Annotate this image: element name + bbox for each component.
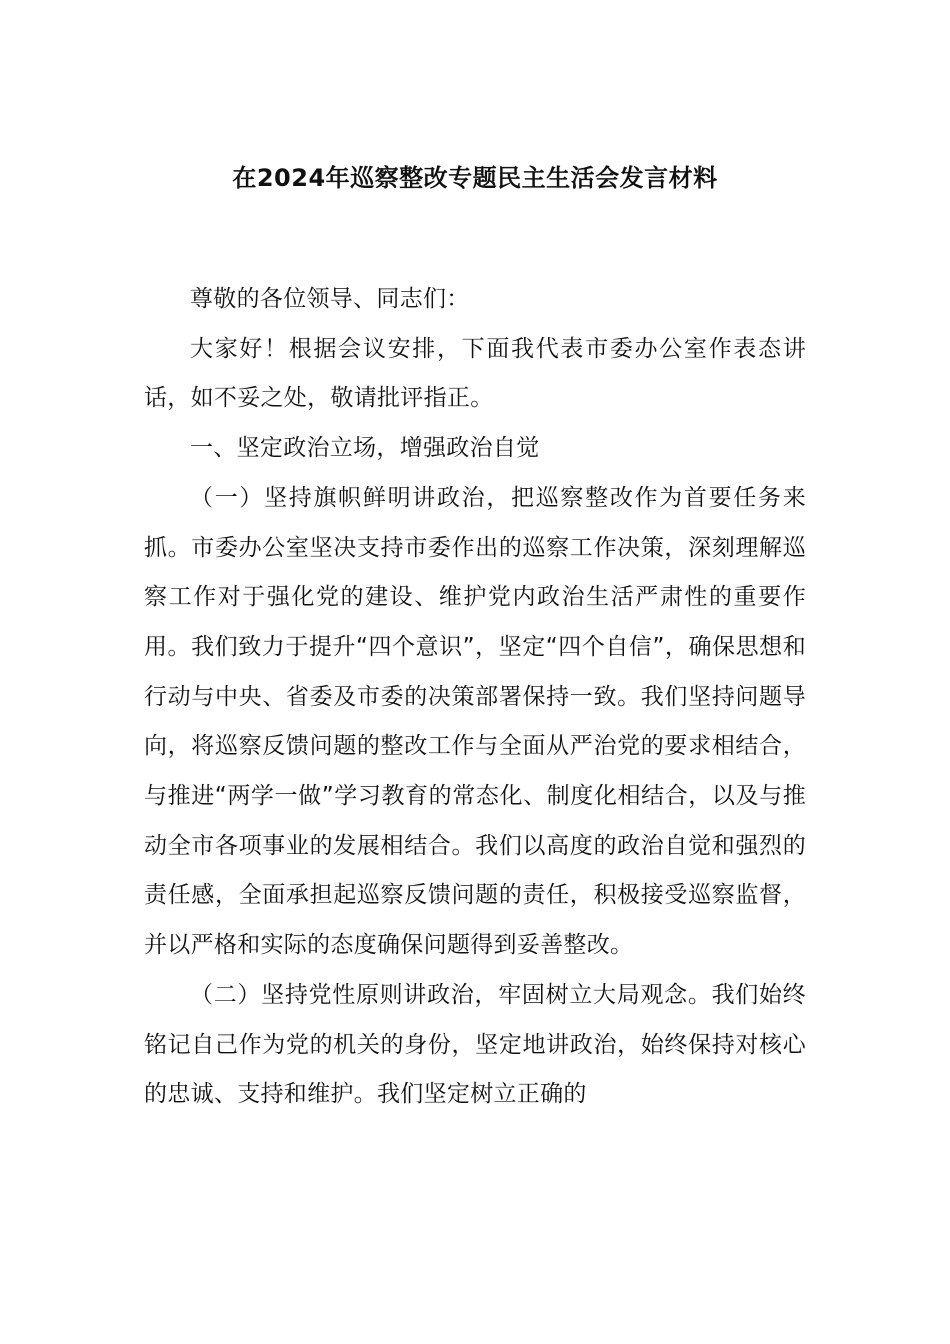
section-heading-1: 一、坚定政治立场，增强政治自觉 [190, 435, 540, 462]
subsection-paragraph-1: （一）坚持旗帜鲜明讲政治，把巡察整改作为首要任务来抓。市委办公室坚决支持市委作出的巡察工作决策，深刻理解巡察工作对于强化党的建设、维护党内政治生活严肃性的重要作用。我们致力于提升“四个意识”，坚定“四个自信”，确保思想和行动与中央、省委及市委的决策部署保持一致。我们坚持问题导向，将巡察反馈问题的整改工作与全面从严治党的要求相结合，与推进“两学一做”学习教育的常态化、制度化相结合，以及与推动全市各项事业的发展相结合。我们以高度的政治自觉和强烈的责任感，全面承担起巡察反馈问题的责任，积极接受巡察监督，并以严格和实际的态度确保问题得到妥善整改。 [144, 484, 806, 959]
salutation-paragraph: 尊敬的各位领导、同志们： [190, 286, 470, 312]
document-body [144, 275, 806, 1120]
document-title: 在2024年巡察整改专题民主生活会发言材料 [232, 164, 718, 192]
opening-paragraph: 大家好！根据会议安排，下面我代表市委办公室作表态讲话，如不妥之处，敬请批评指正。 [144, 335, 806, 412]
subsection-paragraph-2: （二）坚持党性原则讲政治，牢固树立大局观念。我们始终铭记自己作为党的机关的身份，坚定地讲政治，始终保持对核心的忠诚、支持和维护。我们坚定树立正确的 [144, 981, 806, 1108]
